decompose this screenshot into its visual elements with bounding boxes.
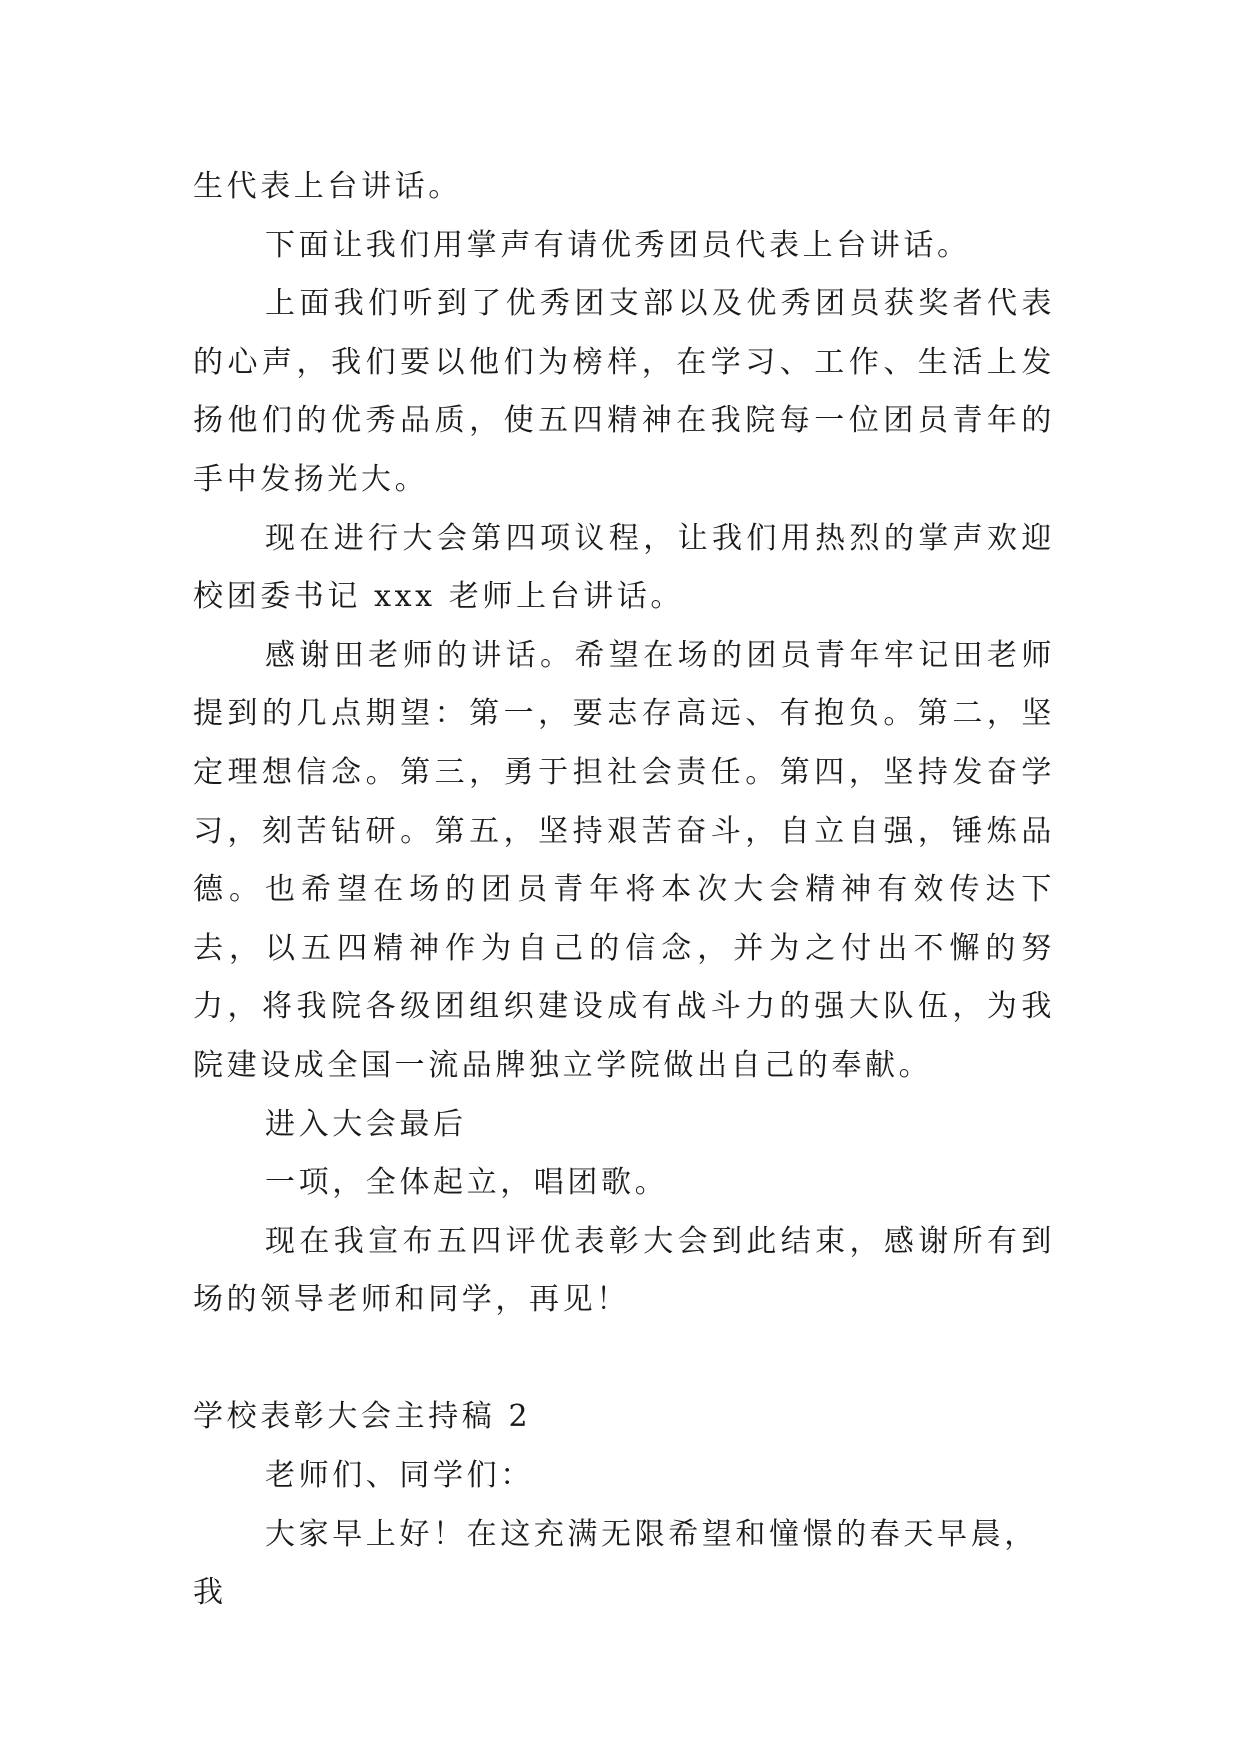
- paragraph-2: 下面让我们用掌声有请优秀团员代表上台讲话。: [265, 227, 971, 263]
- section-paragraph-1: 老师们、同学们：: [265, 1458, 534, 1494]
- section-title: 学校表彰大会主持稿 2: [193, 1399, 532, 1435]
- paragraph-3: 上面我们听到了优秀团支部以及优秀团员获奖者代表的心声，我们要以他们为榜样，在学习、工作、生活上发扬他们的优秀品质，使五四精神在我院每一位团员青年的手中发扬光大。: [193, 286, 1055, 497]
- paragraph-7: 一项，全体起立，唱团歌。: [265, 1165, 669, 1201]
- paragraph-6: 进入大会最后: [265, 1106, 467, 1142]
- paragraph-5: 感谢田老师的讲话。希望在场的团员青年牢记田老师提到的几点期望：第一，要志存高远、有抱负。第二，坚定理想信念。第三，勇于担社会责任。第四，坚持发奋学习，刻苦钻研。第五，坚持艰苦奋斗，自立自强，锤炼品德。也希望在场的团员青年将本次大会精神有效传达下去，以五四精神作为自己的信念，并为之付出不懈的努力，将我院各级团组织建设成有战斗力的强大队伍，为我院建设成全国一流品牌独立学院做出自己的奉献。: [193, 637, 1055, 1083]
- paragraph-1: 生代表上台讲话。: [193, 169, 462, 204]
- paragraph-4: 现在进行大会第四项议程，让我们用热烈的掌声欢迎校团委书记 xxx 老师上台讲话。: [193, 520, 1055, 615]
- section-paragraph-2: 大家早上好！在这充满无限希望和憧憬的春天早晨，我: [193, 1516, 1038, 1611]
- section-spacer: [193, 1330, 1055, 1389]
- document-body: [193, 158, 1055, 1623]
- paragraph-8: 现在我宣布五四评优表彰大会到此结束，感谢所有到场的领导老师和同学，再见！: [193, 1223, 1055, 1318]
